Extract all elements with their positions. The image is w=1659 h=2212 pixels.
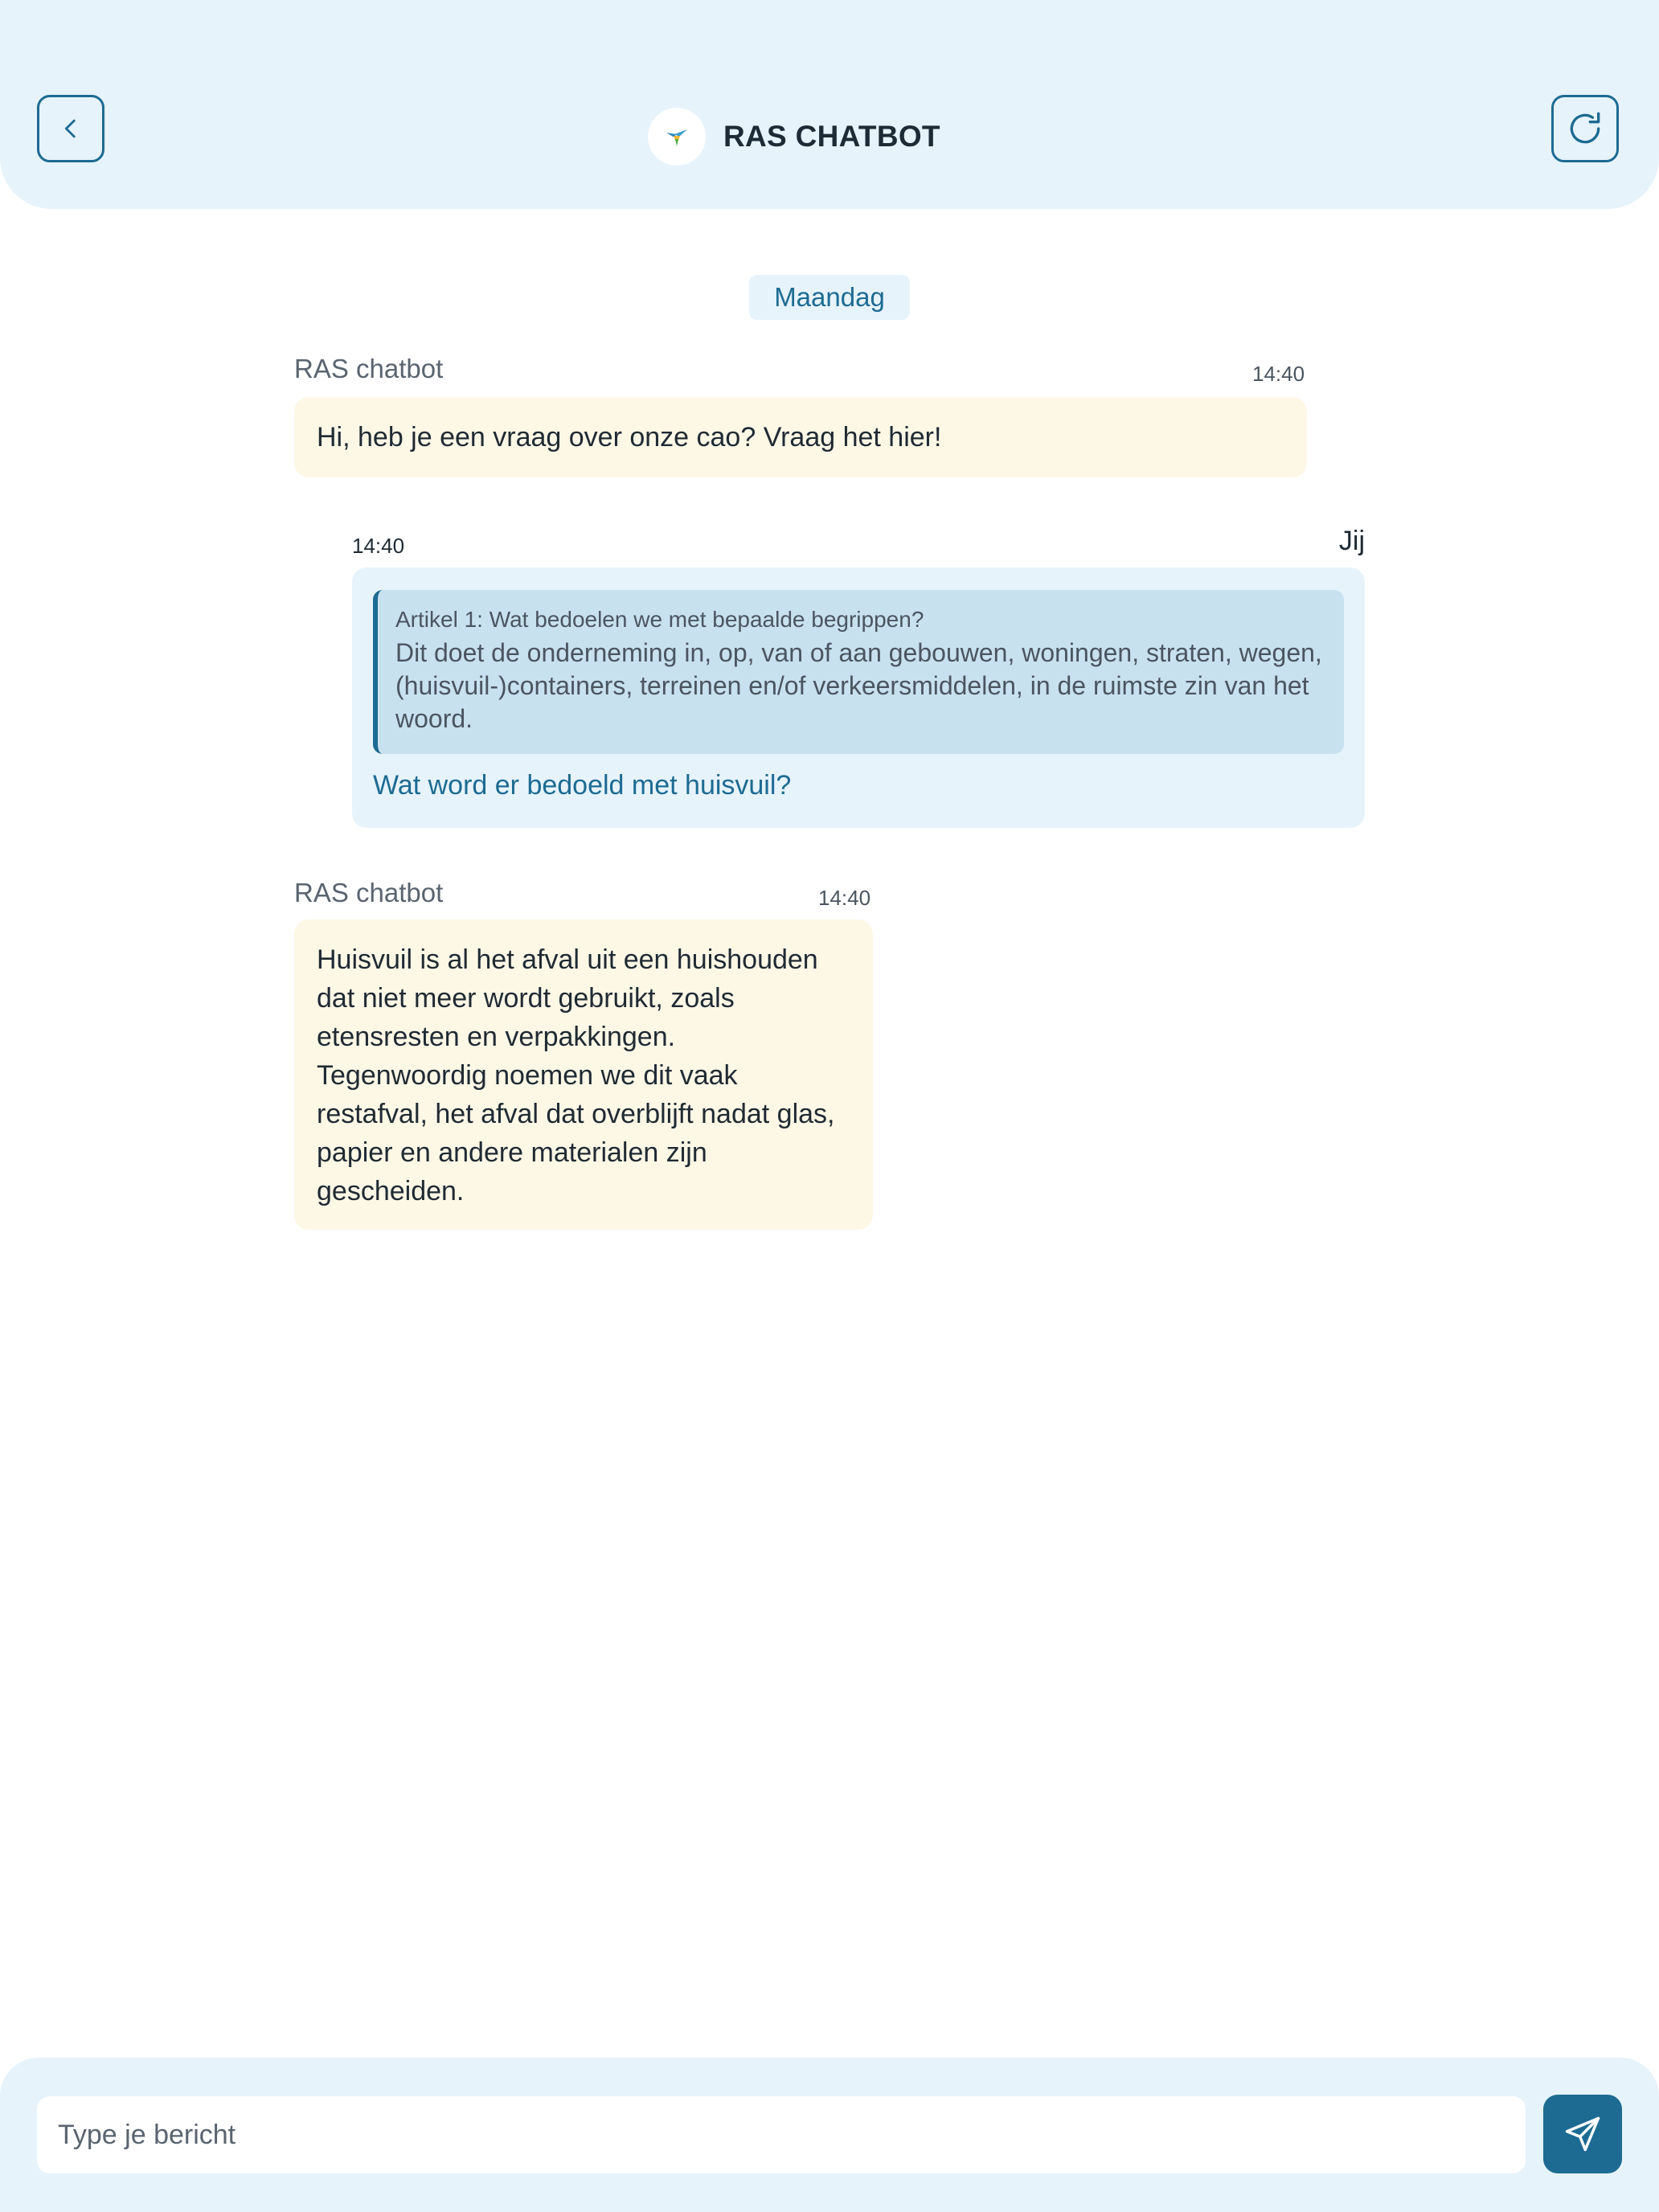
- message-input[interactable]: [37, 2096, 1526, 2173]
- refresh-button[interactable]: [1551, 95, 1619, 162]
- date-separator: Maandag: [749, 275, 910, 320]
- message-time: 14:40: [352, 534, 405, 558]
- message-sender: RAS chatbot: [294, 878, 444, 907]
- send-button[interactable]: [1543, 2095, 1622, 2173]
- chat-title: RAS CHATBOT: [723, 120, 940, 153]
- chevron-left-icon: [57, 115, 84, 142]
- back-button[interactable]: [37, 95, 104, 162]
- user-message-text: Wat word er bedoeld met huisvuil?: [373, 770, 792, 801]
- message-sender: RAS chatbot: [294, 354, 444, 383]
- send-icon: [1562, 2113, 1604, 2155]
- bot-message-bubble: Hi, heb je een vraag over onze cao? Vraag het hier!: [294, 397, 1307, 477]
- quote-body: Dit doet de onderneming in, op, van of aan gebouwen, woningen, straten, wegen, (huisvuil-)containers, terreinen en/of verkeersmiddelen, in de ruimste zin van het woord.: [395, 638, 1322, 733]
- bot-message-bubble: Huisvuil is al het afval uit een huishouden dat niet meer wordt gebruikt, zoals etensresten en verpakkingen. Tegenwoordig noemen we dit vaak restafval, het afval dat overblijft nadat glas, papier en andere materialen zijn gescheiden.: [294, 920, 873, 1230]
- quoted-article: [373, 590, 1344, 754]
- chat-brand: [648, 108, 940, 166]
- chat-header: [0, 0, 1659, 209]
- quote-title: Artikel 1: Wat bedoelen we met bepaalde begrippen?: [395, 607, 924, 632]
- message-sender: Jij: [1338, 526, 1365, 556]
- message-time: 14:40: [1252, 362, 1305, 386]
- user-message-bubble: [352, 567, 1365, 828]
- refresh-icon: [1565, 109, 1605, 149]
- message-time: 14:40: [818, 886, 871, 910]
- bird-logo-icon: [648, 108, 706, 166]
